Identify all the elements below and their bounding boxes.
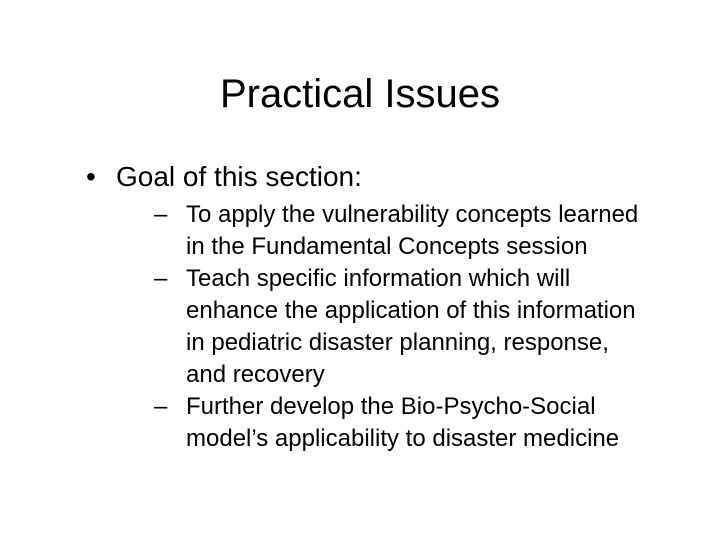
sub-item-teach-information — [154, 263, 686, 391]
sub-item-line: model’s applicability to disaster medicine — [186, 425, 620, 452]
dash-marker: – — [154, 201, 168, 228]
bullet-text: Goal of this section: — [116, 161, 362, 192]
sub-item-line: Further develop the Bio-Psycho-Social — [186, 393, 596, 420]
sub-item-line: in the Fundamental Concepts session — [186, 233, 588, 260]
sub-item-line: Teach specific information which will — [186, 265, 571, 292]
bullet-list — [86, 159, 686, 455]
bullet-goal — [86, 159, 686, 455]
dash-marker: – — [154, 265, 168, 292]
sub-item-line: enhance the application of this information — [186, 297, 636, 324]
sub-item-line: and recovery — [186, 361, 325, 388]
dash-marker: – — [154, 393, 168, 420]
slide-title: Practical Issues — [219, 72, 501, 116]
sub-item-line: in pediatric disaster planning, response, — [186, 329, 609, 356]
sub-list — [116, 199, 686, 455]
sub-item-line: To apply the vulnerability concepts learned — [186, 201, 639, 228]
sub-item-develop-model — [154, 391, 686, 455]
sub-item-apply-concepts — [154, 199, 686, 263]
bullet-marker: • — [86, 161, 96, 192]
